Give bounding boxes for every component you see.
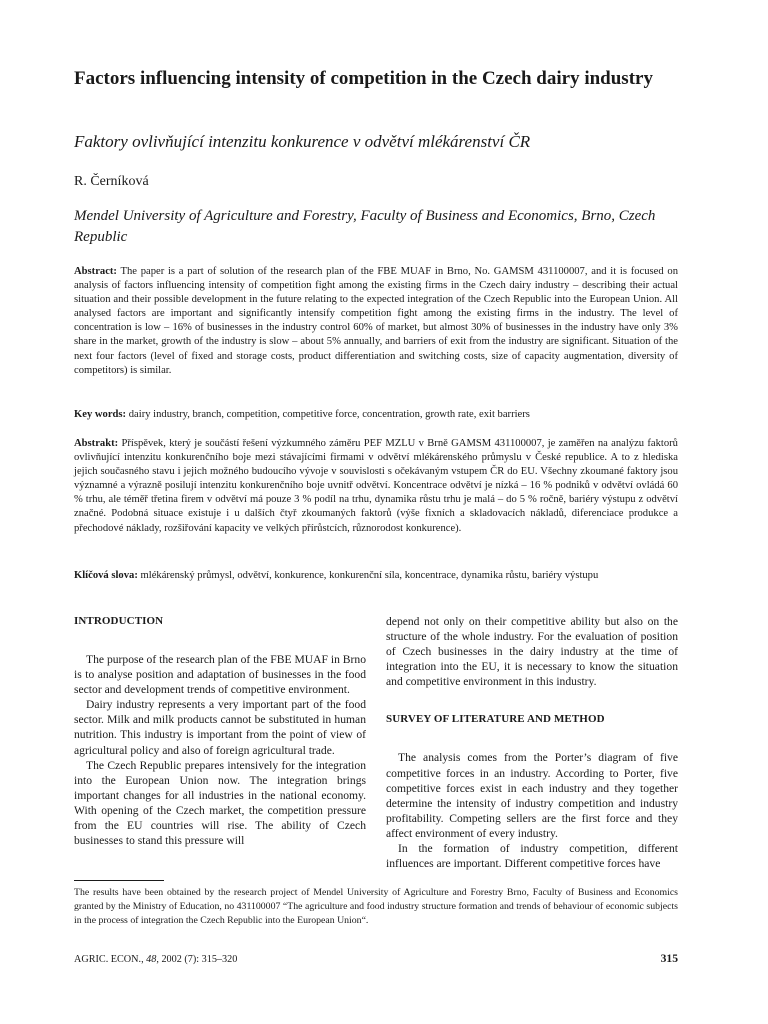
paragraph: The Czech Republic prepares intensively for the integration into the European Union now. The integration brings important changes for all industries in the national economy. With opening of the Czech market, the competition pressure from the EU countries will rise. The ability of Czech businesses to stand this pressure will (74, 758, 366, 848)
klicova-slova-label: Klíčová slova: (74, 570, 138, 581)
left-column (74, 614, 366, 848)
paragraph: The purpose of the research plan of the FBE MUAF in Brno is to analyse position and adaptation of businesses in the food sector and development trends of competitive environment. (74, 653, 366, 697)
abstrakt-text: Příspěvek, který je součástí řešení výzkumného záměru PEF MZLU v Brně GAMSM 431100007, je zaměřen na analýzu faktorů ovlivňující intenzitu konkurenčního boje mezi stávajícími firmami v odvětví mlékárenského průmyslu v České republice. A to z hlediska jejich současného stavu i jejich možného budoucího vývoje v souvislosti s očekávaným vstupem ČR do EU. Všechny zkoumané faktory jsou významné a výrazně posilují intenzitu konkurenčního boje uvnitř odvětví. Koncentrace odvětví je nízká – 16 % podniků v odvětví ovládá 60 % trhu, ale téměř třetina firem v odvětví má pouze 3 % podíl na trhu, dynamika růstu trhu je malá – do 5 % ročně, bariéry výstupu z odvětví značné. Podobná situace existuje i u dalších čtyř zkoumaných faktorů (výše fixních a skladovacích nákladů, diferenciace produkce a přechodové náklady, rozšiřování kapacity ve velkých přírůstcích, různorodost konkurence). (74, 438, 678, 534)
klicova-slova-text: mlékárenský průmysl, odvětví, konkurence, konkurenční síla, koncentrace, dynamika růstu, bariéry výstupu (140, 570, 599, 581)
right-column (386, 614, 678, 871)
journal-prefix: AGRIC. ECON., (74, 954, 147, 965)
article-subtitle-czech: Faktory ovlivňující intenzitu konkurence v odvětví mlékárenství ČR (74, 132, 531, 151)
section-heading-introduction: INTRODUCTION (74, 615, 164, 627)
article-title: Factors influencing intensity of competition in the Czech dairy industry (74, 68, 653, 89)
keywords-label: Key words: (74, 409, 127, 420)
author-affiliation: Mendel University of Agriculture and Forestry, Faculty of Business and Economics, Brno, Czech Republic (74, 208, 656, 245)
paragraph: Dairy industry represents a very important part of the food sector. Milk and milk products cannot be substituted in human nutrition. This industry is important from the point of view of agricultural policy and also of foreign agricultural trade. (74, 698, 366, 757)
keywords-text: dairy industry, branch, competition, competitive force, concentration, growth rate, exit barriers (128, 409, 530, 420)
abstract-label: Abstract: (74, 266, 117, 277)
paragraph-continuation: depend not only on their competitive ability but also on the structure of the whole industry. For the evaluation of position of Czech businesses in the dairy industry at the time of integration into the EU, it is necessary to know the situation and competitive environment in this industry. (386, 615, 678, 689)
footnote: The results have been obtained by the research project of Mendel University of Agriculture and Forestry Brno, Faculty of Business and Economics granted by the Ministry of Education, no 431100007 “The agriculture and food industry structure formation and trends of behaviour of economic subjects in the process of integration the Czech Republic into the European Union“. (74, 887, 678, 926)
abstract-text: The paper is a part of solution of the research plan of the FBE MUAF in Brno, No. GAMSM 431100007, and it is focused on analysis of factors influencing intensity of competition fight among the existing firms in the Czech dairy industry – describing their actual situation and their possible development in the future relating to the expected integration of the Czech Republic into the European Union. All analysed factors are important and significantly intensify competition fight among the existing firms in the industry. The level of concentration is low – 16% of businesses in the industry control 60% of market, but almost 30% of businesses in the industry have only 3% share in the market, growth of the industry is slow – about 5% annually, and barriers of exit from the industry are significant. Situation of the next four factors (level of fixed and storage costs, product differentiation and switching costs, size of capacity augmentation, diversity of competitors) is similar. (74, 266, 678, 376)
section-heading-survey: SURVEY OF LITERATURE AND METHOD (386, 713, 605, 726)
page-number: 315 (660, 952, 678, 965)
journal-suffix: , 2002 (7): 315–320 (156, 954, 238, 965)
paragraph: In the formation of industry competition, different influences are important. Different competitive forces have (386, 842, 678, 871)
paragraph: The analysis comes from the Porter’s diagram of five competitive forces in an industry. According to Porter, five competitive forces exist in each industry and they together determine the intensity of industry competition and industry profitability. Competing sellers are the first force and they affect environment of every industry. (386, 751, 678, 840)
author-name (74, 173, 149, 191)
keywords-english (74, 408, 678, 422)
article-page (74, 0, 678, 1024)
abstrakt-label: Abstrakt: (74, 438, 119, 449)
journal-volume: 48 (146, 954, 157, 965)
footnote-divider (74, 880, 164, 881)
author-name-text: R. Černíková (74, 174, 149, 189)
abstract-english (74, 265, 678, 378)
keywords-czech (74, 569, 678, 583)
journal-citation (74, 953, 237, 967)
abstract-czech (74, 437, 678, 536)
